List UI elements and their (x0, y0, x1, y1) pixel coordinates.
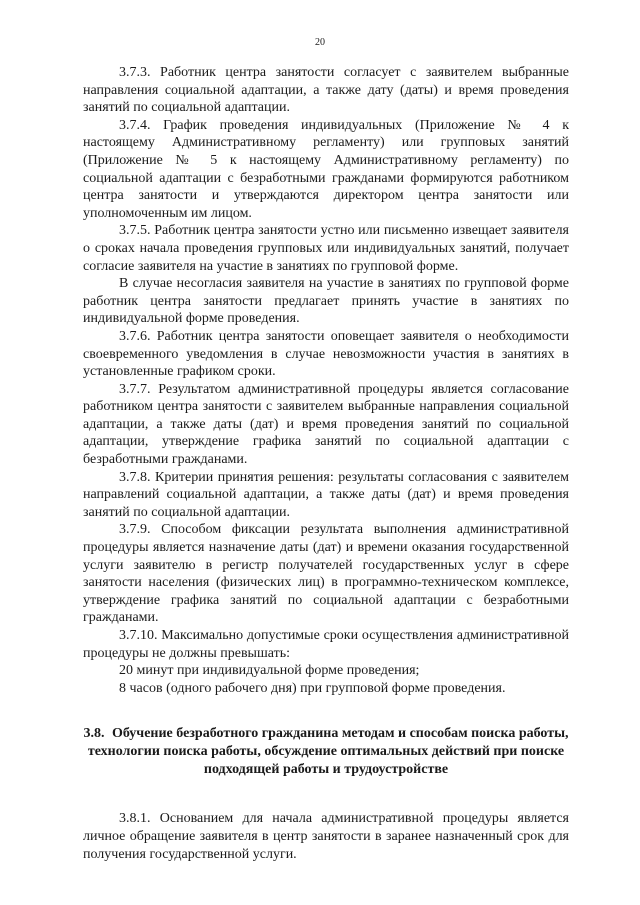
paragraph-3-7-9: 3.7.9. Способом фиксации результата выполнения административной процедуры является назначение даты (дат) и времени оказания государственной услуги заявителю в регистр получателей государственных услуг в сфере занятости населения (физических лиц) в программно-техническом комплексе, утверждение графика занятий по социальной адаптации с безработными гражданами. (83, 522, 569, 626)
section-title: Обучение безработного гражданина методам и способам поиска работы, технологии поиска работы, обсуждение оптимальных действий при поиске подходящей работы и трудоустройстве (87, 726, 569, 778)
page-number: 20 (315, 37, 325, 48)
paragraph-3-7-3: 3.7.3. Работник центра занятости согласует с заявителем выбранные направления социальной адаптации, а также дату (даты) и время проведения занятий по социальной адаптации. (83, 65, 569, 116)
list-item-group-form: 8 часов (одного рабочего дня) при групповой форме проведения. (119, 680, 506, 696)
paragraph-3-7-6: 3.7.6. Работник центра занятости оповещает заявителя о необходимости своевременного уведомления в случае невозможности участия в занятиях в установленные графиком сроки. (83, 328, 569, 380)
paragraph-3-7-4: 3.7.4. График проведения индивидуальных (Приложение № 4 к настоящему Административному регламенту) или групповых занятий (Приложение № 5 к настоящему Административному регламенту) по социальной адаптации с безработными гражданами формируются работником центра занятости и утверждаются директором центра занятости или уполномоченным им лицом. (83, 117, 569, 221)
paragraph-3-7-5: 3.7.5. Работник центра занятости устно или письменно извещает заявителя о сроках начала проведения групповых или индивидуальных занятий, получает согласие заявителя на участие в занятиях по групповой форме. (83, 223, 569, 274)
page-content (83, 64, 569, 863)
paragraph-3-7-7: 3.7.7. Результатом административной процедуры является согласование работником центра занятости с заявителем выбранные направления социальной адаптации, а также даты (дат) и время проведения занятий по социальной адаптации, утверждение графика занятий по социальной адаптации с безработными гражданами. (83, 381, 569, 468)
paragraph-3-7-10: 3.7.10. Максимально допустимые сроки осуществления административной процедуры не должны превышать: (83, 628, 569, 661)
paragraph-3-7-8: 3.7.8. Критерии принятия решения: результаты согласования с заявителем направлений социальной адаптации, а также даты (дат) и время проведения занятий по социальной адаптации. (83, 469, 569, 520)
section-heading (83, 725, 569, 779)
section-number: 3.8. (83, 726, 105, 742)
paragraph-group-refusal: В случае несогласия заявителя на участие в занятиях по групповой форме работник центра занятости предлагает принять участие в занятиях по индивидуальной форме проведения. (83, 276, 569, 327)
list-item-individual-form: 20 минут при индивидуальной форме проведения; (119, 663, 420, 679)
paragraph-3-8-1: 3.8.1. Основанием для начала административной процедуры является личное обращение заявителя в центр занятости в заранее назначенный срок для получения государственной услуги. (83, 811, 569, 862)
